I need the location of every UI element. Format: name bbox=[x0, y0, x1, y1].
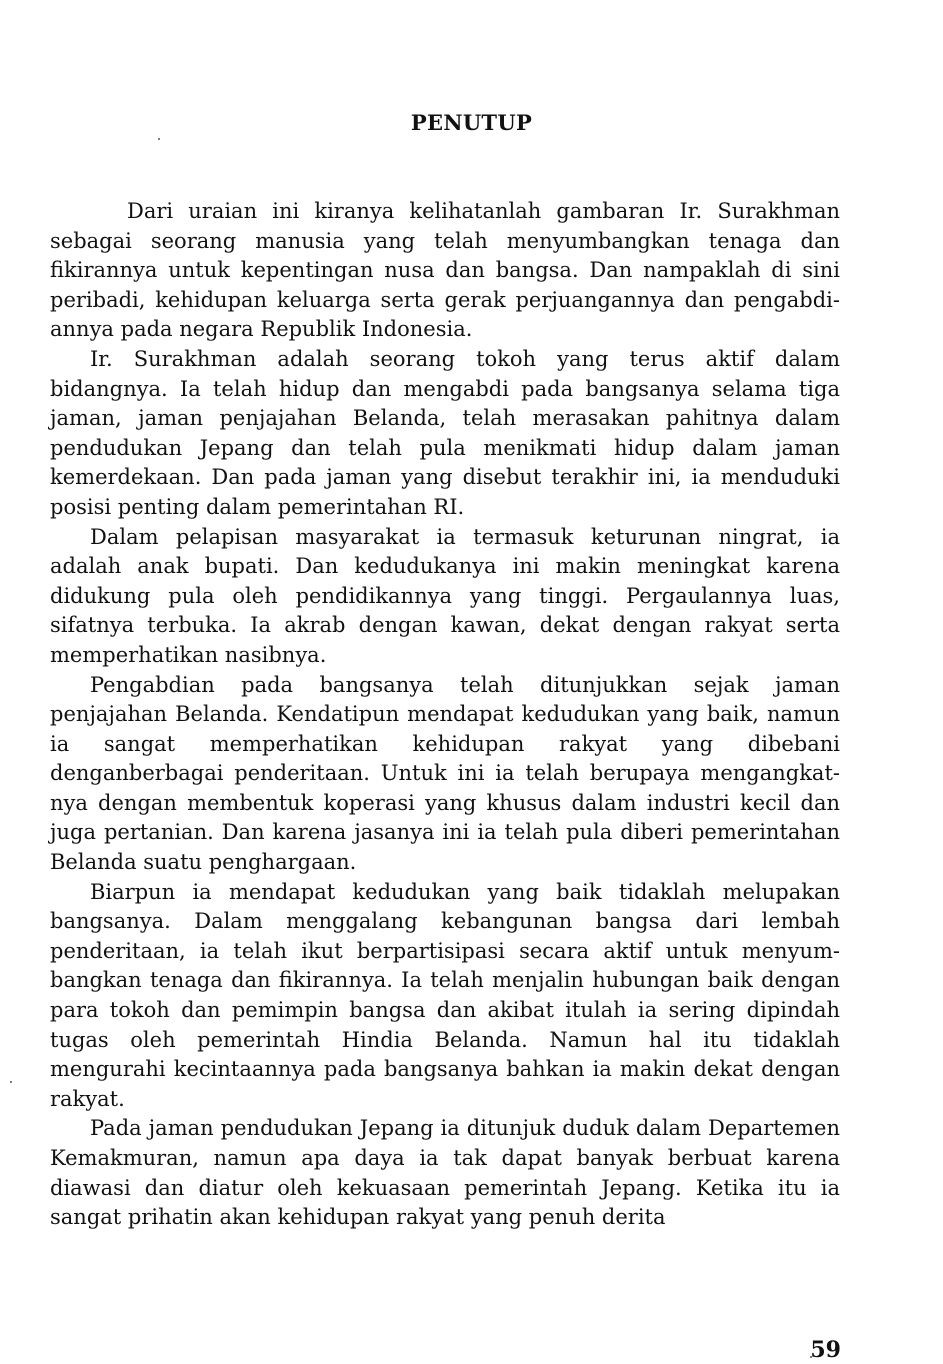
page-title: PENUTUP bbox=[410, 110, 533, 135]
paragraph-4: Pengabdian pada bangsanya telah ditunjukkan sejak jaman penjajahan Belanda. Kendatipun mendapat kedudukan yang baik, namun ia sangat memperhatikan kehidupan rakyat yang dibebani denganberbagai penderitaan. Untuk ini ia telah berupaya mengangkatnya dengan membentuk koperasi yang khusus dalam industri kecil dan juga pertanian. Dan karena jasanya ini ia telah pula diberi pemerintahan Belanda suatu penghargaan. bbox=[50, 672, 840, 875]
paragraph-2: Ir. Surakhman adalah seorang tokoh yang terus aktif dalam bidangnya. Ia telah hidup dan mengabdi pada bangsanya selama tiga jaman, jaman penjajahan Belanda, telah merasakan pahitnya dalam pendudukan Jepang dan telah pula menikmati hidup dalam jaman kemerdekaan. Dan pada jaman yang disebut terakhir ini, ia menduduki posisi penting dalam pemerintahan RI. bbox=[50, 346, 840, 519]
paragraph-3: Dalam pelapisan masyarakat ia termasuk keturunan ningrat, ia adalah anak bupati. Dan kedudukanya ini makin meningkat karena didukung pula oleh pendidikannya yang tinggi. Pergaulannya luas, sifatnya terbuka. Ia akrab dengan kawan, dekat dengan rakyat serta memperhatikan nasibnya. bbox=[50, 524, 840, 667]
body-text bbox=[50, 197, 840, 1233]
paragraph-1: Dari uraian ini kiranya kelihatanlah gambaran Ir. Surakhman sebagai seorang manusia yang telah menyumbangkan tenaga dan fikirannya untuk kepentingan nusa dan bangsa. Dan nampaklah di sini peribadi, kehidupan keluarga serta gerak perjuangannya dan pengabdiannya pada negara Republik Indonesia. bbox=[50, 199, 840, 342]
paragraph-5: Biarpun ia mendapat kedudukan yang baik tidaklah melupakan bangsanya. Dalam menggalang kebangunan bangsa dari lembah penderitaan, ia telah ikut berpartisipasi secara aktif untuk menyumbangkan tenaga dan fikirannya. Ia telah menjalin hubungan baik dengan para tokoh dan pemimpin bangsa dan akibat itulah ia sering dipindah tugas oleh pemerintah Hindia Belanda. Namun hal itu tidaklah mengurahi kecintaannya pada bangsanya bahkan ia makin dekat dengan rakyat. bbox=[50, 879, 840, 1111]
scan-speck bbox=[158, 138, 160, 140]
paragraph-6: Pada jaman pendudukan Jepang ia ditunjuk duduk dalam Departemen Kemakmuran, namun apa daya ia tak dapat banyak berbuat karena diawasi dan diatur oleh kekuasaan pemerintah Jepang. Ketika itu ia sangat prihatin akan kehidupan rakyat yang penuh derita bbox=[50, 1116, 840, 1230]
scan-speck bbox=[10, 1081, 12, 1083]
page-number: 59 bbox=[810, 1337, 841, 1363]
